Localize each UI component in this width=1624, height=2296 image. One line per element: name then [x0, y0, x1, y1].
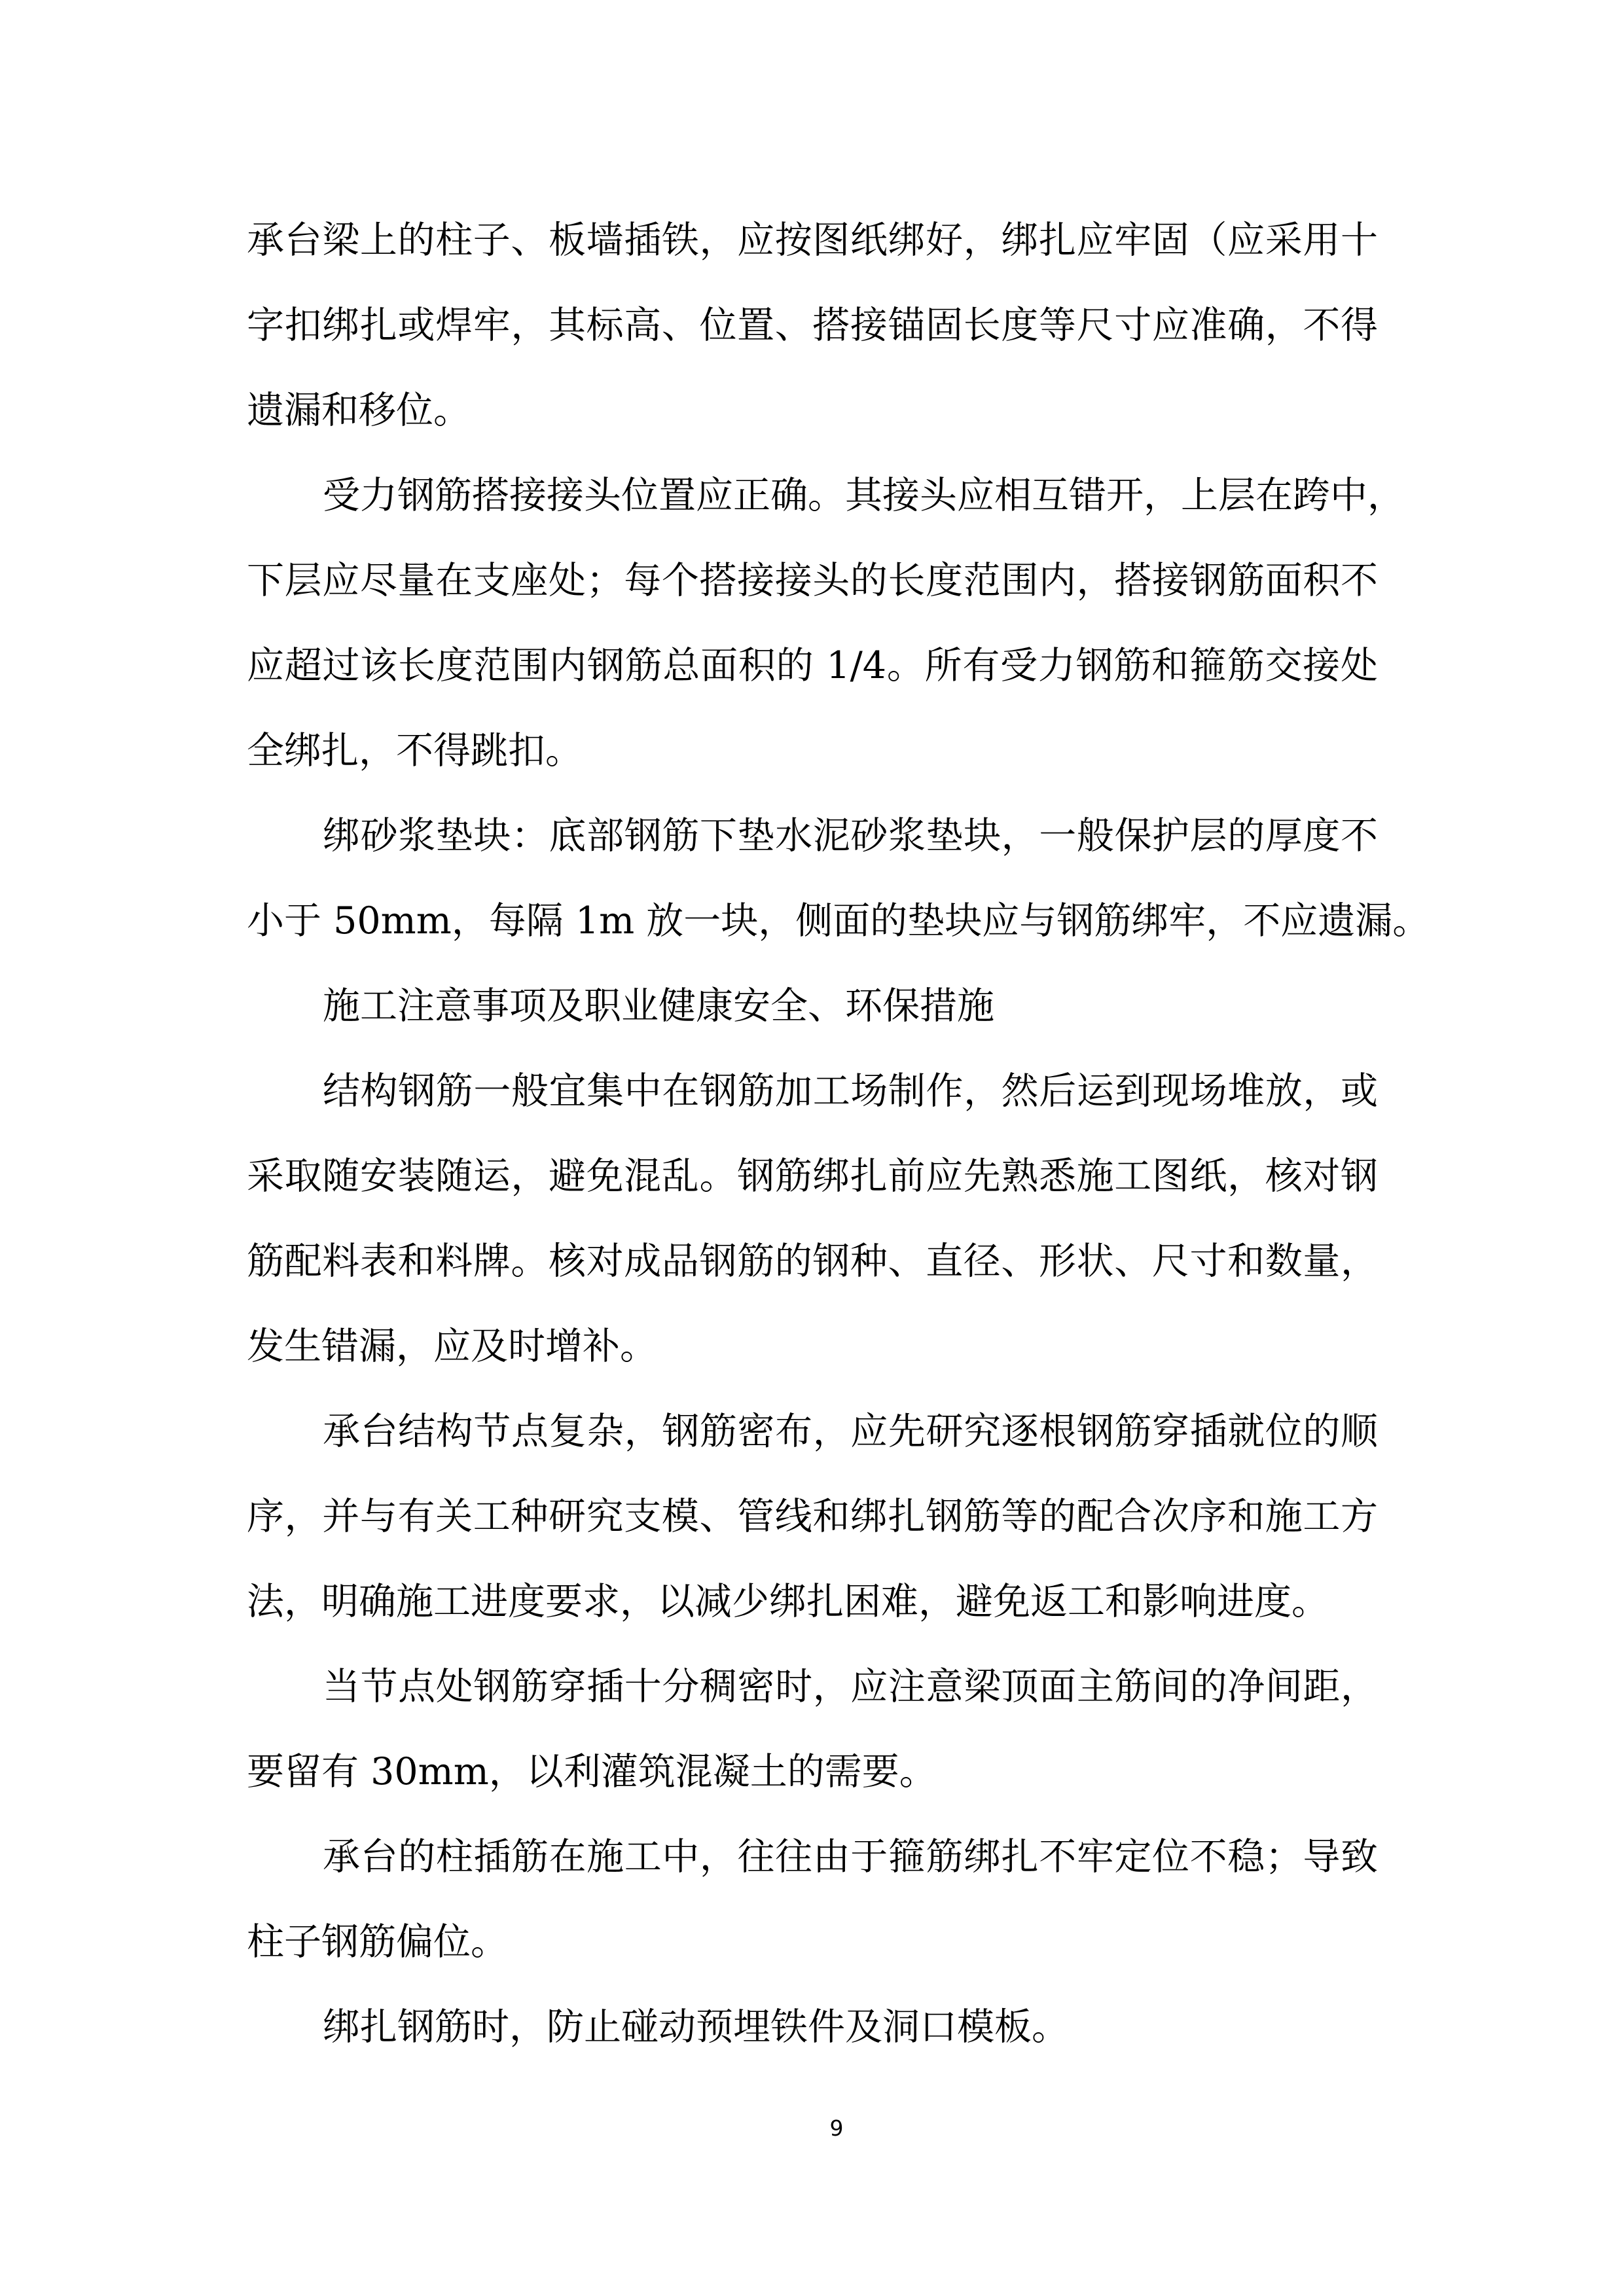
text-line: 柱子钢筋偏位。 [247, 1920, 508, 1964]
text-line: 绑扎钢筋时，防止碰动预埋铁件及洞口模板。 [323, 2005, 1069, 2049]
body-text [247, 198, 1430, 2070]
text-line: 发生错漏，应及时增补。 [247, 1325, 657, 1368]
page-number: 9 [829, 2115, 844, 2141]
text-line: 承台结构节点复杂，钢筋密布，应先研究逐根钢筋穿插就位的顺 [323, 1410, 1378, 1453]
section-heading [247, 963, 1378, 1049]
text-line: 小于 50mm，每隔 1m 放一块，侧面的垫块应与钢筋绑牢，不应遗漏。 [247, 899, 1430, 942]
text-line: 序，并与有关工种研究支模、管线和绑扎钢筋等的配合次序和施工方 [247, 1495, 1378, 1538]
text-line: 承台的柱插筋在施工中，往往由于箍筋绑扎不牢定位不稳；导致 [323, 1835, 1378, 1878]
text-line: 施工注意事项及职业健康安全、环保措施 [323, 984, 994, 1028]
paragraph [247, 793, 1430, 963]
paragraph [247, 1644, 1378, 1814]
text-line: 筋配料表和料牌。核对成品钢筋的钢种、直径、形状、尺寸和数量， [247, 1240, 1378, 1283]
text-line: 受力钢筋搭接接头位置应正确。其接头应相互错开，上层在跨中， [323, 474, 1405, 517]
text-line: 要留有 30mm，以利灌筑混凝土的需要。 [247, 1750, 937, 1793]
paragraph [247, 1389, 1378, 1644]
text-line: 采取随安装随运，避免混乱。钢筋绑扎前应先熟悉施工图纸，核对钢 [247, 1155, 1378, 1198]
text-line: 遗漏和移位。 [247, 389, 471, 432]
text-line: 下层应尽量在支座处；每个搭接接头的长度范围内，搭接钢筋面积不 [247, 559, 1378, 602]
text-line: 承台梁上的柱子、板墙插铁，应按图纸绑好，绑扎应牢固（应采用十 [247, 219, 1378, 262]
text-line: 当节点处钢筋穿插十分稠密时，应注意梁顶面主筋间的净间距， [323, 1665, 1378, 1708]
paragraph [247, 198, 1378, 453]
text-line: 全绑扎，不得跳扣。 [247, 729, 583, 772]
text-line: 结构钢筋一般宜集中在钢筋加工场制作，然后运到现场堆放，或 [323, 1069, 1378, 1113]
text-line: 绑砂浆垫块：底部钢筋下垫水泥砂浆垫块，一般保护层的厚度不 [323, 814, 1378, 857]
text-line: 字扣绑扎或焊牢，其标高、位置、搭接锚固长度等尺寸应准确，不得 [247, 304, 1378, 347]
text-line: 法，明确施工进度要求，以减少绑扎困难，避免返工和影响进度。 [247, 1580, 1329, 1623]
text-line: 应超过该长度范围内钢筋总面积的 1/4。所有受力钢筋和箍筋交接处 [247, 644, 1378, 687]
paragraph [247, 1814, 1378, 1984]
paragraph [247, 1049, 1378, 1389]
paragraph [247, 1984, 1378, 2070]
paragraph [247, 453, 1405, 793]
